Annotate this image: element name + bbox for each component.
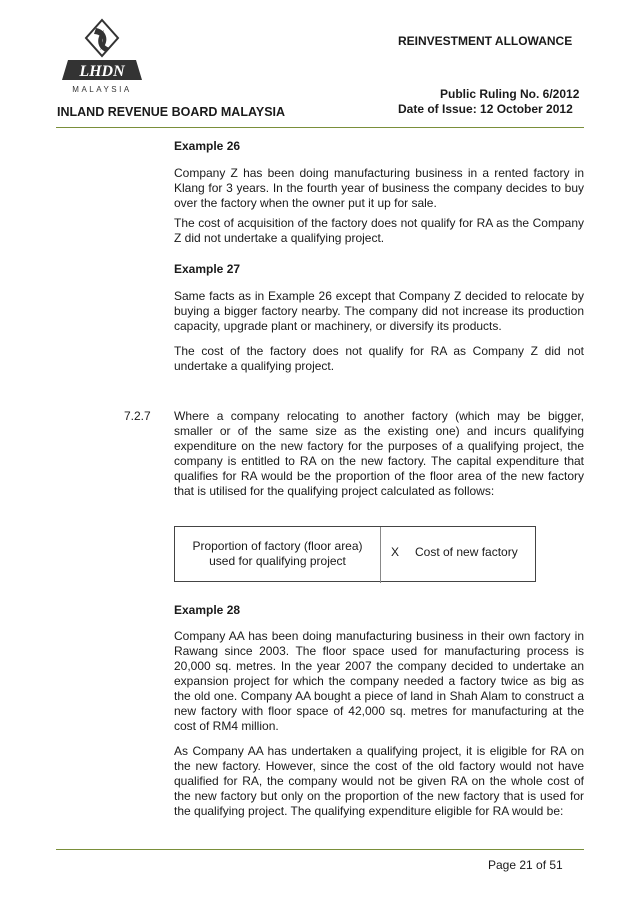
example-27-paragraph-1: Same facts as in Example 26 except that Company Z decided to relocate by buying a bigger factory nearby. The company did not increase its production capacity, upgrade plant or machinery, or diversify its products. xyxy=(174,289,584,333)
example-27-title: Example 27 xyxy=(174,262,241,276)
formula-operator: X xyxy=(390,545,399,559)
logo-emblem-icon xyxy=(86,20,118,56)
formula-right-term: Cost of new factory xyxy=(415,545,518,559)
page-number: Page 21 of 51 xyxy=(488,858,563,872)
header-rule xyxy=(56,127,584,128)
issue-date: Date of Issue: 12 October 2012 xyxy=(398,102,573,116)
document-title: REINVESTMENT ALLOWANCE xyxy=(398,34,573,48)
example-26-paragraph-2: The cost of acquisition of the factory does not qualify for RA as the Company Z did not undertake a qualifying project. xyxy=(174,216,584,245)
ruling-number: Public Ruling No. 6/2012 xyxy=(440,87,580,101)
logo-text: LHDN xyxy=(79,63,125,80)
example-27-body xyxy=(174,289,584,374)
example-26-paragraph-1: Company Z has been doing manufacturing business in a rented factory in Klang for 3 years. In the fourth year of business the company decides to buy over the factory when the owner put it up for sale. xyxy=(174,166,584,210)
example-26-title: Example 26 xyxy=(174,139,241,153)
lhdn-logo xyxy=(56,18,148,100)
example-28-paragraph-2: As Company AA has undertaken a qualifying project, it is eligible for RA on the new factory. However, since the cost of the old factory would not have qualified for RA, the company would not be given RA on the whole cost of the new factory but only on the proportion of the new factory that is used for the qualifying project. The qualifying expenditure eligible for RA would be: xyxy=(174,744,584,818)
section-7-2-7-body xyxy=(174,409,584,499)
example-26-body xyxy=(174,166,584,246)
footer-rule xyxy=(56,849,584,850)
organization-name: INLAND REVENUE BOARD MALAYSIA xyxy=(57,105,286,119)
example-28-title: Example 28 xyxy=(174,603,241,617)
formula-left-line-2: used for qualifying project xyxy=(209,554,346,568)
formula-left-line-1: Proportion of factory (floor area) xyxy=(192,539,363,553)
section-paragraph: Where a company relocating to another factory (which may be bigger, smaller or of the same size as the existing one) and incurs qualifying expenditure on the new factory for the purposes of a qualifying project, the company is entitled to RA on the new factory. The capital expenditure that qualifies for RA would be the proportion of the floor area of the new factory that is utilised for the qualifying project calculated as follows: xyxy=(174,409,584,498)
example-27-paragraph-2: The cost of the factory does not qualify for RA as Company Z did not undertake a qualifying project. xyxy=(174,344,584,373)
example-28-body xyxy=(174,629,584,819)
section-number: 7.2.7 xyxy=(124,409,151,423)
logo-subtext: MALAYSIA xyxy=(72,85,132,94)
formula-box xyxy=(174,526,536,582)
example-28-paragraph-1: Company AA has been doing manufacturing business in their own factory in Rawang since 2003. The floor space used for manufacturing process is 20,000 sq. metres. In the year 2007 the company decided to undertake an expansion project for which the company needed a factory twice as big as the old one. Company AA bought a piece of land in Shah Alam to construct a new factory with floor space of 42,000 sq. metres for manufacturing at the cost of RM4 million. xyxy=(174,629,584,733)
formula-left-term xyxy=(175,539,380,569)
formula-divider xyxy=(380,527,381,583)
